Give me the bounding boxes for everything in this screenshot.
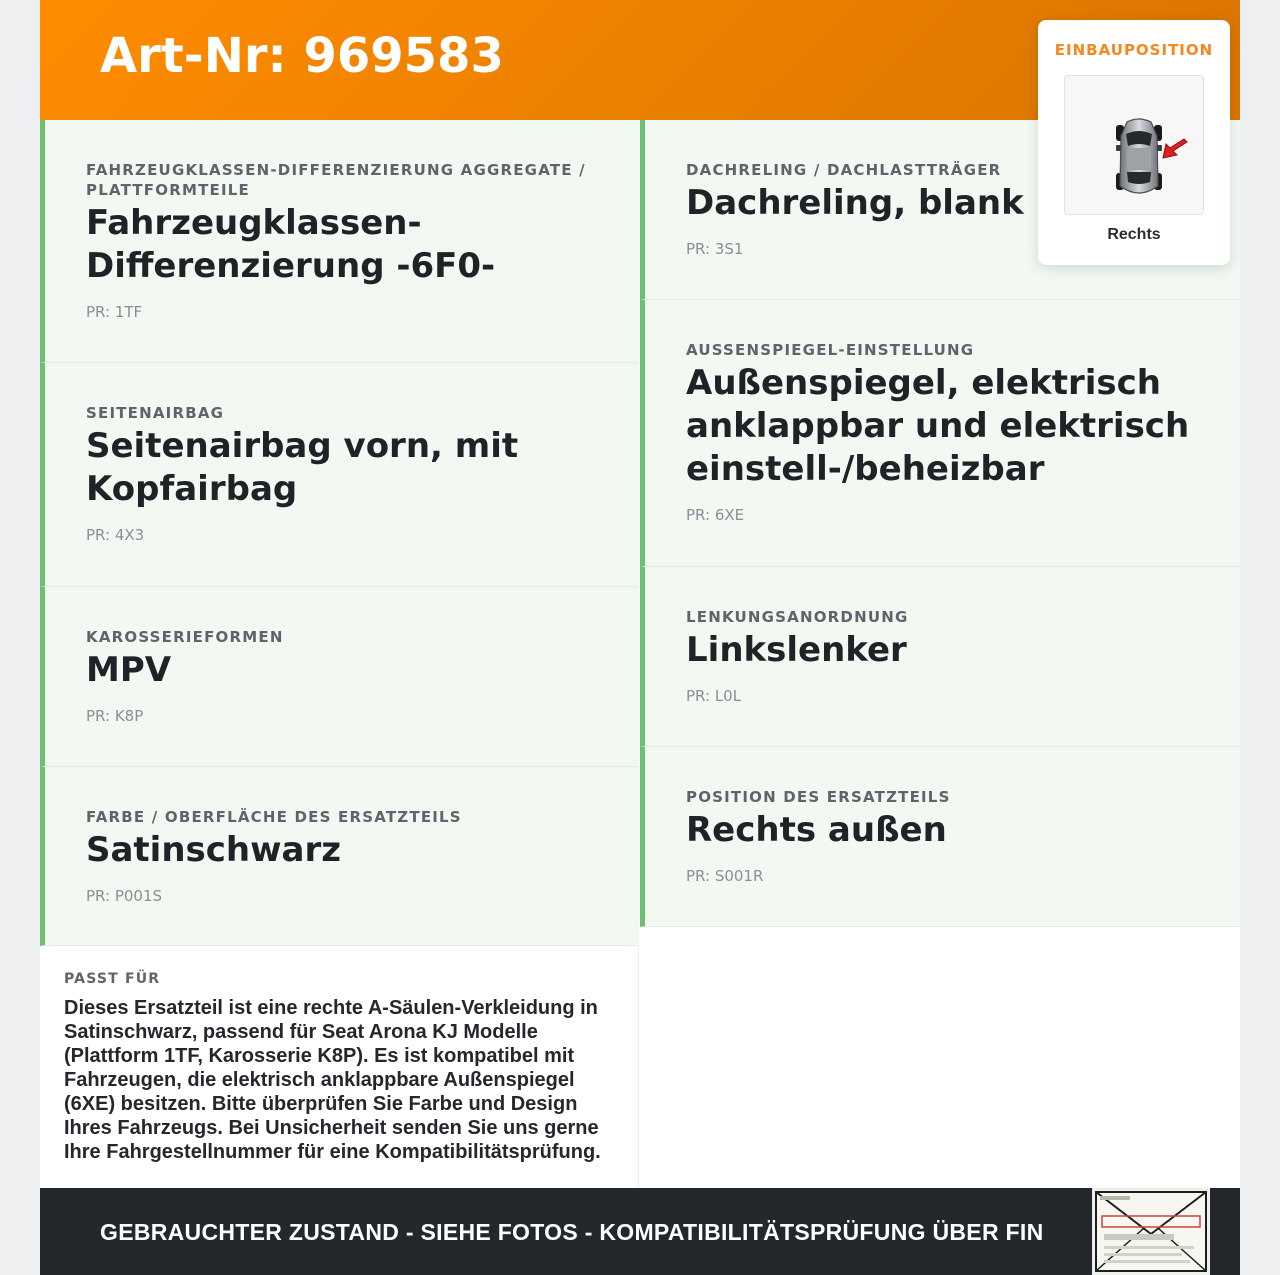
attribute-label: LENKUNGSANORDNUNG — [686, 608, 909, 626]
attribute-value: Rechts außen — [686, 810, 947, 850]
product-sheet — [40, 0, 1240, 1275]
attribute-label: KAROSSERIEFORMEN — [86, 628, 284, 646]
article-number-value: 969583 — [303, 28, 504, 84]
attribute-pr-code: PR: 6XE — [686, 506, 745, 524]
attribute-pr-code: PR: P001S — [86, 887, 163, 905]
attribute-card-steering — [640, 567, 1240, 747]
attribute-value: Außenspiegel, elektrisch anklappbar und elektrisch einstell-/beheizbar — [686, 363, 1190, 489]
attribute-value: MPV — [86, 650, 172, 690]
article-number-title — [100, 24, 504, 88]
attribute-value: Fahrzeugklassen-Differenzierung -6F0- — [86, 203, 496, 286]
installation-position-title: EINBAUPOSITION — [1054, 41, 1214, 59]
attribute-pr-code: PR: K8P — [86, 707, 144, 725]
fitment-section — [40, 946, 639, 1188]
fitment-description: Dieses Ersatzteil ist eine rechte A-Säulen-Verkleidung in Satinschwarz, passend für Seat Arona KJ Modelle (Plattform 1TF, Karosserie K8P). Es ist kompatibel mit Fahrzeugen, die elektrisch anklappbare Außenspiegel (6XE) besitzen. Bitte überprüfen Sie Farbe und Design Ihres Fahrzeugs. Bei Unsicherheit senden Sie uns gerne Ihre Fahrgestellnummer für eine Kompatibilitätsprüfung. — [64, 997, 601, 1163]
attribute-card-body-style — [40, 587, 639, 767]
attribute-value: Satinschwarz — [86, 830, 342, 870]
attribute-label: POSITION DES ERSATZTEILS — [686, 788, 951, 806]
attribute-pr-code: PR: 1TF — [86, 303, 143, 321]
attribute-pr-code: PR: 3S1 — [686, 240, 744, 258]
vehicle-registration-document-icon — [1092, 1188, 1210, 1275]
attribute-label: AUSSENSPIEGEL-EINSTELLUNG — [686, 341, 975, 359]
attribute-pr-code: PR: L0L — [686, 687, 742, 705]
fitment-label: PASST FÜR — [64, 971, 161, 987]
attribute-card-mirror — [640, 300, 1240, 567]
article-number-label: Art-Nr: — [100, 28, 287, 84]
attribute-pr-code: PR: S001R — [686, 867, 764, 885]
attribute-pr-code: PR: 4X3 — [86, 526, 145, 544]
attribute-card-side-airbag — [40, 363, 639, 587]
footer-banner — [40, 1188, 1240, 1275]
installation-position-image — [1064, 75, 1204, 215]
installation-position-caption: Rechts — [1107, 226, 1161, 243]
red-arrow-icon — [1065, 76, 1203, 214]
attribute-value: Seitenairbag vorn, mit Kopfairbag — [86, 426, 519, 509]
attributes-left-column — [40, 120, 640, 946]
attribute-value: Linkslenker — [686, 630, 907, 670]
attribute-label: DACHRELING / DACHLASTTRÄGER — [686, 161, 1002, 179]
installation-position-card — [1038, 20, 1230, 265]
attribute-label: FAHRZEUGKLASSEN-DIFFERENZIERUNG AGGREGATE / PLATTFORMTEILE — [86, 161, 586, 199]
attribute-card-position — [640, 747, 1240, 927]
attribute-card-platform — [40, 120, 639, 363]
attribute-card-color — [40, 767, 639, 946]
attribute-label: FARBE / OBERFLÄCHE DES ERSATZTEILS — [86, 808, 462, 826]
footer-condition-text: GEBRAUCHTER ZUSTAND - SIEHE FOTOS - KOMPATIBILITÄTSPRÜFUNG ÜBER FIN — [100, 1219, 1044, 1245]
attribute-label: SEITENAIRBAG — [86, 404, 225, 422]
attribute-value: Dachreling, blank — [686, 183, 1024, 223]
